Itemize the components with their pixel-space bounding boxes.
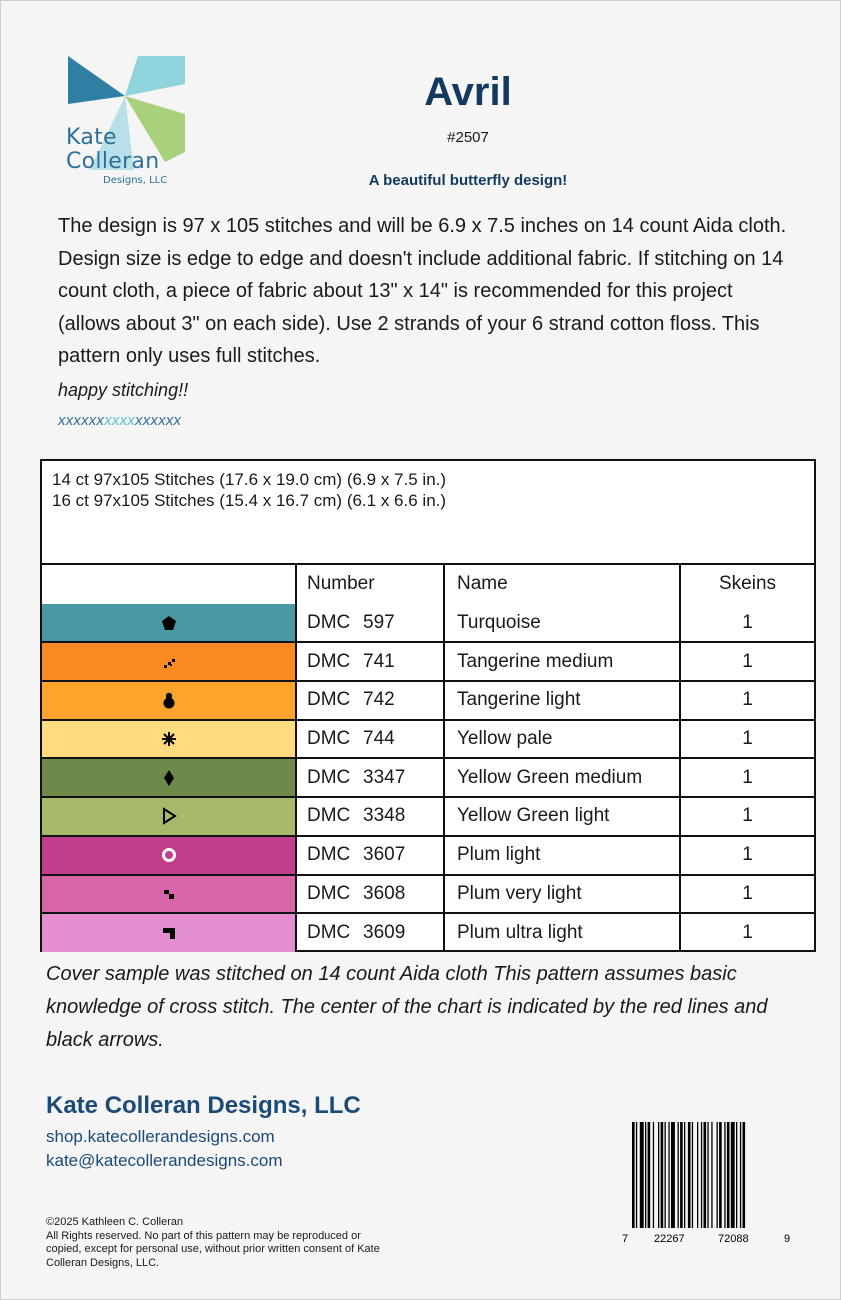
header-swatch	[42, 565, 296, 604]
floss-skeins: 1	[680, 681, 814, 720]
tagline: A beautiful butterfly design!	[368, 172, 568, 189]
logo-line-designs: Designs, LLC	[103, 175, 168, 186]
floss-code: 3609	[363, 922, 406, 944]
table-row	[42, 913, 814, 952]
table-row	[42, 720, 814, 759]
floss-skeins: 1	[680, 875, 814, 914]
floss-number	[296, 913, 444, 952]
table-header-row	[42, 565, 814, 604]
color-swatch	[42, 604, 296, 643]
floss-name: Yellow Green medium	[444, 758, 680, 797]
table-row	[42, 758, 814, 797]
color-swatch	[42, 836, 296, 875]
email-link[interactable]: kate@katecollerandesigns.com	[46, 1151, 283, 1170]
ring-icon	[159, 845, 179, 865]
floss-number	[296, 720, 444, 759]
table-row	[42, 797, 814, 836]
floss-brand: DMC	[307, 728, 351, 750]
color-swatch	[42, 642, 296, 681]
floss-brand: DMC	[307, 650, 351, 672]
snowman-icon	[159, 690, 179, 710]
floss-brand: DMC	[307, 844, 351, 866]
floss-skeins: 1	[680, 913, 814, 952]
floss-code: 3348	[363, 805, 406, 827]
floss-number	[296, 875, 444, 914]
floss-skeins: 1	[680, 604, 814, 643]
copyright-notice: ©2025 Kathleen C. Colleran All Rights reserved. No part of this pattern may be reproduced or copied, except for personal use, without prior written consent of Kate Colleran Designs, LLC.	[46, 1216, 380, 1269]
floss-number	[296, 681, 444, 720]
logo-line-kate: Kate	[66, 125, 117, 150]
barcode-group-2: 72088	[718, 1233, 749, 1245]
table-row	[42, 875, 814, 914]
floss-number	[296, 604, 444, 643]
triangle-right-icon	[159, 806, 179, 826]
floss-number	[296, 797, 444, 836]
floss-code: 3607	[363, 844, 406, 866]
floss-code: 3347	[363, 766, 406, 788]
floss-list	[42, 565, 814, 952]
barcode-group-1: 22267	[654, 1233, 685, 1245]
floss-name: Yellow Green light	[444, 797, 680, 836]
floss-brand: DMC	[307, 805, 351, 827]
floss-number	[296, 642, 444, 681]
signoff-happy: happy stitching!!	[58, 380, 189, 400]
floss-skeins: 1	[680, 797, 814, 836]
corner-icon	[159, 923, 179, 943]
color-swatch	[42, 913, 296, 952]
dots-icon	[159, 652, 179, 672]
floss-skeins: 1	[680, 720, 814, 759]
color-swatch	[42, 758, 296, 797]
floss-skeins: 1	[680, 836, 814, 875]
barcode-digit-right: 9	[784, 1233, 791, 1245]
floss-brand: DMC	[307, 766, 351, 788]
table-row	[42, 604, 814, 643]
floss-name: Tangerine medium	[444, 642, 680, 681]
floss-code: 3608	[363, 882, 406, 904]
floss-number	[296, 758, 444, 797]
logo-line-colleran: Colleran	[66, 149, 160, 174]
header-number: Number	[296, 565, 444, 604]
barcode-digit-left: 7	[622, 1233, 629, 1245]
floss-name: Tangerine light	[444, 681, 680, 720]
floss-table	[40, 459, 816, 952]
table-row	[42, 642, 814, 681]
floss-name: Yellow pale	[444, 720, 680, 759]
diamond-icon	[159, 768, 179, 788]
barcode-icon	[618, 1118, 798, 1248]
size-line-14ct: 14 ct 97x105 Stitches (17.6 x 19.0 cm) (6.9 x 7.5 in.)	[52, 470, 447, 489]
floss-code: 741	[363, 650, 395, 672]
floss-name: Turquoise	[444, 604, 680, 643]
color-swatch	[42, 681, 296, 720]
table-row	[42, 836, 814, 875]
description-paragraph: The design is 97 x 105 stitches and will be 6.9 x 7.5 inches on 14 count Aida cloth. Design size is edge to edge and doesn't include additional fabric. If stitching on 14 count cloth, a piece of fabric about 13" x 14" is recommended for this project (allows about 3" on each side). Use 2 strands of your 6 strand cotton floss. This pattern only uses full stitches.	[58, 215, 787, 367]
signoff-xxx	[58, 412, 181, 429]
asterisk-icon	[159, 729, 179, 749]
floss-name: Plum ultra light	[444, 913, 680, 952]
floss-brand: DMC	[307, 882, 351, 904]
floss-code: 744	[363, 728, 395, 750]
stitch-note: Cover sample was stitched on 14 count Aida cloth This pattern assumes basic knowledge of cross stitch. The center of the chart is indicated by the red lines and black arrows.	[46, 963, 768, 1051]
shop-link[interactable]: shop.katecollerandesigns.com	[46, 1127, 275, 1146]
xxx-part-1: xxxxxx	[58, 412, 105, 429]
logo-text	[66, 126, 186, 188]
floss-code: 597	[363, 611, 395, 633]
size-info	[42, 461, 814, 565]
header-skeins: Skeins	[680, 565, 814, 604]
floss-code: 742	[363, 689, 395, 711]
floss-name: Plum very light	[444, 875, 680, 914]
xxx-part-2: xxxx	[104, 412, 136, 429]
color-swatch	[42, 720, 296, 759]
floss-brand: DMC	[307, 611, 351, 633]
header-name: Name	[444, 565, 680, 604]
floss-brand: DMC	[307, 922, 351, 944]
xxx-part-3: xxxxxx	[135, 412, 182, 429]
floss-number	[296, 836, 444, 875]
floss-brand: DMC	[307, 689, 351, 711]
color-swatch	[42, 797, 296, 836]
pentagon-icon	[159, 613, 179, 633]
color-swatch	[42, 875, 296, 914]
floss-skeins: 1	[680, 758, 814, 797]
floss-name: Plum light	[444, 836, 680, 875]
company-name: Kate Colleran Designs, LLC	[46, 1092, 361, 1119]
page-title: Avril	[424, 70, 512, 114]
pattern-number: #2507	[447, 129, 489, 146]
table-row	[42, 681, 814, 720]
size-line-16ct: 16 ct 97x105 Stitches (15.4 x 16.7 cm) (6.1 x 6.6 in.)	[52, 491, 447, 510]
steps-icon	[159, 884, 179, 904]
floss-skeins: 1	[680, 642, 814, 681]
